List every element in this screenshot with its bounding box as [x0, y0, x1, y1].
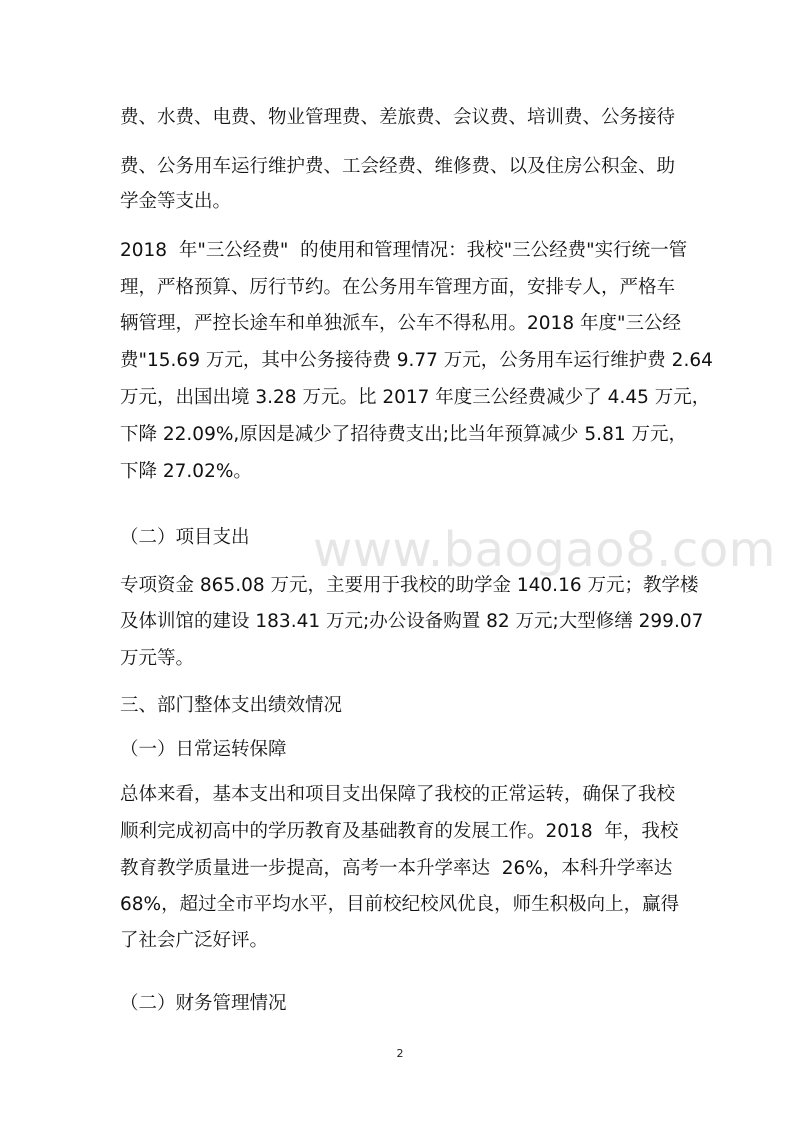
section-heading: （二）财务管理情况 — [120, 993, 287, 1014]
body-text-line: 下降 27.02%。 — [120, 461, 252, 482]
body-text-line: 万元，出国出境 3.28 万元。比 2017 年度三公经费减少了 4.45 万元， — [120, 387, 711, 408]
body-text-line: 辆管理，严控长途车和单独派车，公车不得私用。2018 年度"三公经 — [120, 313, 681, 334]
section-heading: 三、部门整体支出绩效情况 — [120, 695, 343, 716]
body-text-line: 专项资金 865.08 万元，主要用于我校的助学金 140.16 万元；教学楼 — [120, 575, 699, 596]
body-text-line: 下降 22.09%,原因是减少了招待费支出;比当年预算减少 5.81 万元， — [120, 424, 687, 445]
body-text-line: 顺利完成初高中的学历教育及基础教育的发展工作。2018 年，我校 — [120, 821, 679, 842]
page-number: 2 — [396, 1047, 404, 1060]
body-text-line: 总体来看，基本支出和项目支出保障了我校的正常运转，确保了我校 — [120, 784, 676, 805]
body-text-line: 68%，超过全市平均水平，目前校纪校风优良，师生积极向上，赢得 — [120, 894, 680, 915]
body-text-line: 万元等。 — [120, 648, 195, 669]
body-text-line: 教育教学质量进一步提高，高考一本升学率达 26%，本科升学率达 — [120, 858, 673, 879]
watermark: www.baogao8.com — [313, 522, 776, 578]
body-text-line: 2018 年"三公经费" 的使用和管理情况：我校"三公经费"实行统一管 — [120, 240, 688, 261]
section-heading: （二）项目支出 — [120, 527, 250, 548]
body-text-line: 理，严格预算、厉行节约。在公务用车管理方面，安排专人，严格车 — [120, 277, 676, 298]
body-text-line: 了社会广泛好评。 — [120, 930, 269, 951]
body-text-line: 费、公务用车运行维护费、工会经费、维修费、以及住房公积金、助 — [120, 156, 676, 177]
section-heading: （一）日常运转保障 — [120, 739, 287, 760]
body-text-line: 费、水费、电费、物业管理费、差旅费、会议费、培训费、公务接待 — [120, 107, 676, 128]
body-text-line: 费"15.69 万元，其中公务接待费 9.77 万元，公务用车运行维护费 2.64 — [120, 350, 713, 371]
body-text-line: 学金等支出。 — [120, 191, 232, 212]
body-text-line: 及体训馆的建设 183.41 万元;办公设备购置 82 万元;大型修缮 299.07 — [120, 611, 704, 632]
